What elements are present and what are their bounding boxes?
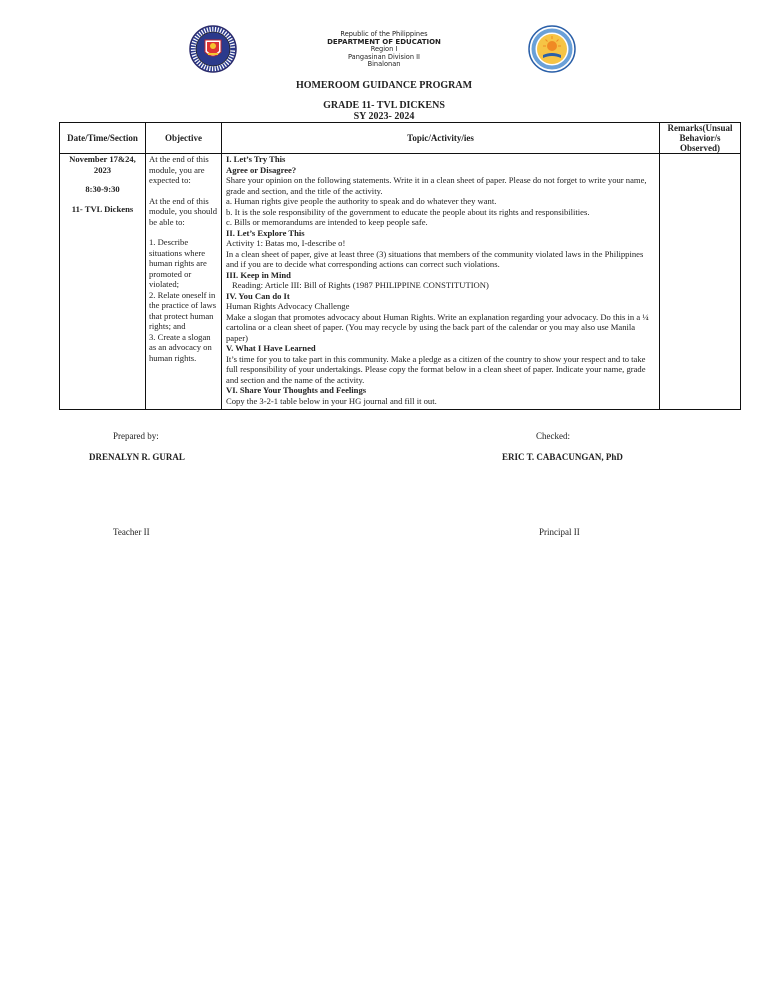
col-topic-header: Topic/Activity/ies — [222, 123, 660, 154]
section-2-text: In a clean sheet of paper, give at least three (3) situations that members of the community violated laws in the Philippines and if you are to decide what corresponding actions can correct such violations. — [226, 248, 644, 269]
section-4-subtitle: Human Rights Advocacy Challenge — [226, 301, 350, 311]
grade-title: GRADE 11- TVL DICKENS — [323, 100, 445, 111]
section-6-title: VI. Share Your Thoughts and Feelings — [226, 385, 367, 395]
remarks-cell — [660, 154, 741, 410]
section-text: 11- TVL Dickens — [71, 203, 134, 214]
section-4-title: IV. You Can do It — [226, 290, 290, 301]
section-2-activity: Activity 1: Batas mo, I-describe o! — [226, 238, 346, 248]
checked-by-name: ERIC T. CABACUNGAN, PhD — [502, 452, 623, 462]
deped-letterhead — [284, 31, 484, 69]
time-text: 8:30-9:30 — [85, 184, 120, 194]
school-seal-icon — [526, 24, 578, 74]
section-5-text: It’s time for you to take part in this community. Make a pledge as a citizen of the country to show your respect and to take full responsibility of your undertakings. Please copy the format below in a clean sheet of paper. Indicate your name, grade and section and the name of the activity. — [226, 353, 646, 385]
objective-intro-1: At the end of this module, you are expected to: — [149, 154, 209, 185]
deped-seal-icon — [186, 24, 240, 74]
section-1-item-b: b. It is the sole responsibility of the government to educate the people about its rights and responsibilities. — [226, 206, 590, 217]
document-header — [0, 0, 768, 120]
objective-item-1: 1. Describe situations where human rights are promoted or violated; — [149, 237, 207, 289]
section-4-text: Make a slogan that promotes advocacy about Human Rights. Write an explanation regarding your advocacy. Do this in a ¼ cartolina or a clean sheet of paper. (You may recycle by using the back part of the calendar or you may also use Manila paper) — [226, 311, 649, 343]
school-year-title: SY 2023- 2024 — [353, 111, 415, 122]
department-text: DEPARTMENT OF EDUCATION — [327, 37, 441, 46]
date-cell — [60, 154, 146, 410]
section-1-title: I. Let’s Try This — [226, 154, 286, 164]
division-text: Pangasinan Division II — [348, 52, 420, 61]
objective-item-3: 3. Create a slogan as an advocacy on human rights. — [149, 331, 212, 363]
prepared-by-name: DRENALYN R. GURAL — [89, 452, 185, 462]
prepared-by-label: Prepared by: — [113, 431, 159, 441]
date-text: November 17&24, 2023 — [69, 154, 136, 175]
section-2-title: II. Let’s Explore This — [226, 227, 305, 238]
section-1-item-c: c. Bills or memorandums are intended to keep people safe. — [226, 217, 428, 227]
objective-cell — [146, 154, 222, 410]
checked-by-label: Checked: — [536, 431, 570, 441]
table-row — [60, 154, 741, 410]
republic-text: Republic of the Philippines — [340, 30, 428, 38]
program-title: HOMEROOM GUIDANCE PROGRAM — [295, 80, 473, 91]
prepared-by-title: Teacher II — [113, 527, 150, 537]
col-date-header: Date/Time/Section — [60, 123, 146, 154]
lesson-plan-table — [59, 122, 741, 410]
section-1-text: Share your opinion on the following statements. Write it in a clean sheet of paper. Please do not forget to write your name, grade and section, and the title of the activity. — [226, 175, 647, 196]
objective-intro-2: At the end of this module, you should be able to: — [149, 195, 218, 227]
town-text: Binalonan — [367, 60, 401, 69]
table-header-row — [60, 123, 741, 154]
checked-by-title: Principal II — [539, 527, 580, 537]
topic-cell — [222, 154, 660, 410]
section-3-text: Reading: Article III: Bill of Rights (1987 PHILIPPINE CONSTITUTION) — [232, 280, 489, 290]
section-3-title: III. Keep in Mind — [226, 269, 291, 280]
col-remarks-header: Remarks(Unsual Behavior/s Observed) — [660, 123, 741, 154]
section-6-text: Copy the 3-2-1 table below in your HG journal and fill it out. — [226, 395, 437, 406]
section-1-item-a: a. Human rights give people the authority to speak and do whatever they want. — [226, 196, 497, 206]
section-1-subtitle: Agree or Disagree? — [226, 164, 297, 175]
col-objective-header: Objective — [146, 123, 222, 154]
region-text: Region I — [370, 45, 398, 54]
objective-item-2: 2. Relate oneself in the practice of laws that protect human rights; and — [149, 289, 217, 331]
section-5-title: V. What I Have Learned — [226, 343, 316, 353]
